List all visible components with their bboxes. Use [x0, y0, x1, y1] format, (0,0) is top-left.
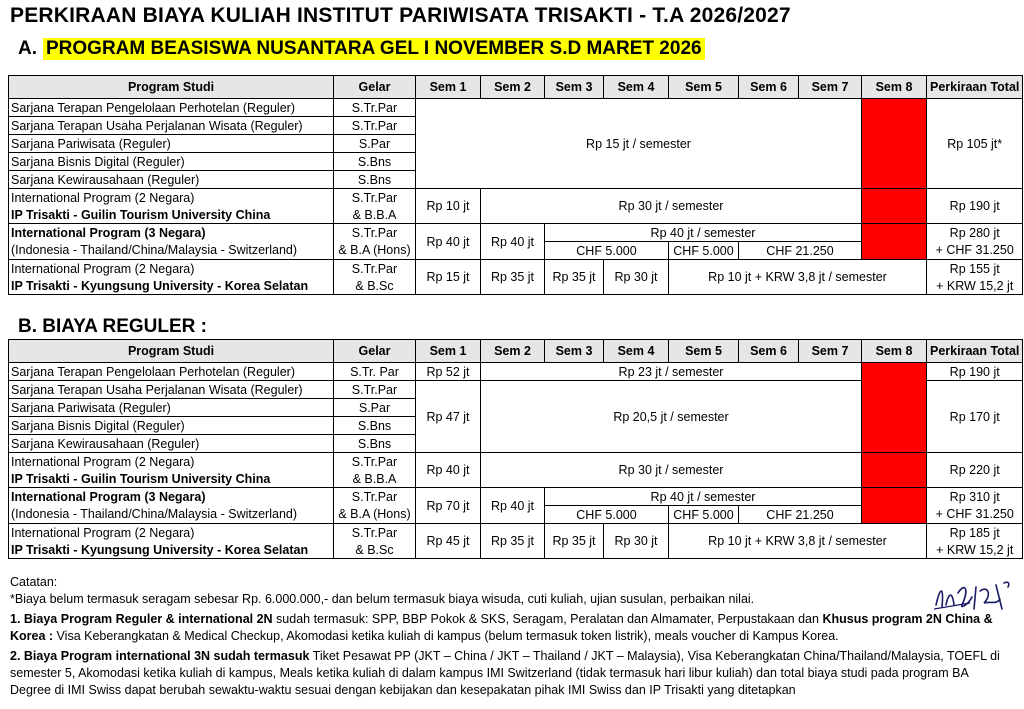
notes-star: *Biaya belum termasuk seragam sebesar Rp. 6.000.000,- dan belum termasuk biaya wisuda, cuti kuliah, ujian susulan, perbaikan nilai.	[10, 592, 755, 606]
table-a-header	[9, 76, 1023, 99]
note-1-heading: 1. Biaya Program Reguler & international 2N	[10, 612, 273, 626]
total: Rp 170 jt	[927, 381, 1023, 453]
chf-fee: CHF 21.250	[739, 506, 862, 524]
total: Rp 220 jt	[927, 453, 1023, 488]
col-sem1: Sem 1	[416, 340, 481, 363]
col-program: Program Studi	[9, 340, 334, 363]
section-b-heading: B. BIAYA REGULER :	[18, 316, 207, 337]
gelar: S.Par	[334, 135, 416, 153]
table-row	[9, 260, 1023, 278]
table-row	[9, 189, 1023, 207]
fee-span: Rp 40 jt / semester	[545, 488, 862, 506]
sem8-red-cell	[862, 453, 927, 488]
fee-span: Rp 10 jt + KRW 3,8 jt / semester	[669, 260, 927, 295]
col-sem3: Sem 3	[545, 76, 604, 99]
chf-fee: CHF 5.000	[545, 506, 669, 524]
gelar: S.Tr.Par	[334, 488, 416, 506]
table-row	[9, 224, 1023, 242]
total: Rp 185 jt	[927, 524, 1023, 542]
col-program: Program Studi	[9, 76, 334, 99]
note-1-text2: Visa Keberangkatan & Medical Checkup, Akomodasi ketika kuliah di kampus (belum termasuk token listrik), meals voucher di Kampus Korea.	[53, 629, 839, 643]
gelar: & B.Sc	[334, 541, 416, 559]
sem8-red-cell	[862, 224, 927, 260]
sem8-red-cell	[862, 488, 927, 524]
chf-fee: CHF 5.000	[545, 242, 669, 260]
sem2-fee: Rp 35 jt	[481, 260, 545, 295]
notes-label: Catatan:	[10, 575, 58, 589]
sem1-fee: Rp 15 jt	[416, 260, 481, 295]
col-gelar: Gelar	[334, 340, 416, 363]
sem4-fee: Rp 30 jt	[604, 260, 669, 295]
program-name: International Program (2 Negara)	[9, 260, 334, 278]
col-sem6: Sem 6	[739, 340, 799, 363]
gelar: S.Tr. Par	[334, 363, 416, 381]
program-name: International Program (3 Negara)	[9, 224, 334, 242]
program-partner: IP Trisakti - Guilin Tourism University China	[9, 206, 334, 224]
fee-span: Rp 40 jt / semester	[545, 224, 862, 242]
fee-span: Rp 30 jt / semester	[481, 189, 862, 224]
program-name: Sarjana Terapan Usaha Perjalanan Wisata (Reguler)	[9, 381, 334, 399]
col-sem5: Sem 5	[669, 76, 739, 99]
table-reguler	[8, 339, 1023, 559]
program-name: Sarjana Terapan Usaha Perjalanan Wisata (Reguler)	[9, 117, 334, 135]
table-b-header	[9, 340, 1023, 363]
gelar: S.Tr.Par	[334, 381, 416, 399]
fee-span: Rp 15 jt / semester	[416, 99, 862, 189]
table-row	[9, 453, 1023, 471]
gelar: & B.A (Hons)	[334, 242, 416, 260]
chf-fee: CHF 21.250	[739, 242, 862, 260]
col-sem2: Sem 2	[481, 340, 545, 363]
sem1-fee: Rp 70 jt	[416, 488, 481, 524]
program-name: Sarjana Terapan Pengelolaan Perhotelan (Reguler)	[9, 99, 334, 117]
program-partner: IP Trisakti - Kyungsung University - Korea Selatan	[9, 277, 334, 295]
fee-span: Rp 20,5 jt / semester	[481, 381, 862, 453]
gelar: S.Tr.Par	[334, 453, 416, 471]
program-name: International Program (2 Negara)	[9, 524, 334, 542]
gelar: S.Tr.Par	[334, 224, 416, 242]
program-name: Sarjana Terapan Pengelolaan Perhotelan (Reguler)	[9, 363, 334, 381]
program-name: Sarjana Kewirausahaan (Reguler)	[9, 435, 334, 453]
program-name: Sarjana Bisnis Digital (Reguler)	[9, 417, 334, 435]
fee-span: Rp 30 jt / semester	[481, 453, 862, 488]
program-partner: IP Trisakti - Guilin Tourism University China	[9, 470, 334, 488]
col-sem7: Sem 7	[799, 76, 862, 99]
gelar: S.Bns	[334, 417, 416, 435]
col-sem8: Sem 8	[862, 76, 927, 99]
notes	[10, 574, 1000, 699]
col-sem5: Sem 5	[669, 340, 739, 363]
gelar: & B.B.A	[334, 470, 416, 488]
col-sem4: Sem 4	[604, 76, 669, 99]
gelar: & B.B.A	[334, 206, 416, 224]
program-countries: (Indonesia - Thailand/China/Malaysia - Switzerland)	[9, 506, 334, 524]
section-a-prefix: A.	[18, 38, 37, 59]
total: + CHF 31.250	[927, 242, 1023, 260]
program-name: International Program (3 Negara)	[9, 488, 334, 506]
note-1	[10, 611, 1000, 645]
col-total: Perkiraan Total	[927, 76, 1023, 99]
section-a-heading	[18, 38, 705, 60]
total: Rp 190 jt	[927, 363, 1023, 381]
sem8-red-cell	[862, 189, 927, 224]
sem3-fee: Rp 35 jt	[545, 260, 604, 295]
total: Rp 190 jt	[927, 189, 1023, 224]
col-sem1: Sem 1	[416, 76, 481, 99]
note-1-heading2: Khusus program 2N China & Korea :	[10, 612, 993, 643]
table-row	[9, 363, 1023, 381]
total: + KRW 15,2 jt	[927, 541, 1023, 559]
gelar: & B.Sc	[334, 277, 416, 295]
program-name: Sarjana Pariwisata (Reguler)	[9, 135, 334, 153]
sem8-red-cell	[862, 99, 927, 189]
table-row	[9, 488, 1023, 506]
program-name: International Program (2 Negara)	[9, 453, 334, 471]
total: + KRW 15,2 jt	[927, 277, 1023, 295]
gelar: S.Tr.Par	[334, 117, 416, 135]
chf-fee: CHF 5.000	[669, 506, 739, 524]
sem1-fee: Rp 10 jt	[416, 189, 481, 224]
gelar: S.Tr.Par	[334, 524, 416, 542]
sem2-fee: Rp 40 jt	[481, 488, 545, 524]
note-2-text: Tiket Pesawat PP (JKT – China / JKT – Thailand / JKT – Malaysia), Visa Keberangkatan China/Thailand/Malaysia, TOEFL di semester 5, Akomodasi ketika kuliah di kampus, Meals ketika kuliah di dalam kampus IMI Switzerland (tidak termasuk hari libur kuliah) dan total biaya studi pada program BA Degree di IMI Swiss dapat berubah sewaktu-waktu sesuai dengan kebijakan dan kesepakatan pihak IMI Swiss dan IP Trisakti yang ditetapkan	[10, 649, 1000, 697]
gelar: S.Tr.Par	[334, 260, 416, 278]
sem1-fee: Rp 47 jt	[416, 381, 481, 453]
col-sem6: Sem 6	[739, 76, 799, 99]
gelar: S.Par	[334, 399, 416, 417]
total: Rp 105 jt*	[927, 99, 1023, 189]
table-beasiswa	[8, 75, 1023, 295]
sem3-fee: Rp 35 jt	[545, 524, 604, 559]
program-countries: (Indonesia - Thailand/China/Malaysia - Switzerland)	[9, 242, 334, 260]
gelar: & B.A (Hons)	[334, 506, 416, 524]
page-title: PERKIRAAN BIAYA KULIAH INSTITUT PARIWISATA TRISAKTI - T.A 2026/2027	[10, 4, 791, 27]
program-name: Sarjana Kewirausahaan (Reguler)	[9, 171, 334, 189]
total: Rp 155 jt	[927, 260, 1023, 278]
col-sem8: Sem 8	[862, 340, 927, 363]
col-gelar: Gelar	[334, 76, 416, 99]
note-2-heading: 2. Biaya Program international 3N sudah termasuk	[10, 649, 310, 663]
total: Rp 310 jt	[927, 488, 1023, 506]
section-a-title: PROGRAM BEASISWA NUSANTARA GEL I NOVEMBER S.D MARET 2026	[43, 38, 705, 60]
sem2-fee: Rp 40 jt	[481, 224, 545, 260]
table-row	[9, 99, 1023, 117]
col-sem3: Sem 3	[545, 340, 604, 363]
sem1-fee: Rp 40 jt	[416, 453, 481, 488]
sem4-fee: Rp 30 jt	[604, 524, 669, 559]
sem1-fee: Rp 52 jt	[416, 363, 481, 381]
gelar: S.Bns	[334, 153, 416, 171]
program-partner: IP Trisakti - Kyungsung University - Korea Selatan	[9, 541, 334, 559]
sem1-fee: Rp 45 jt	[416, 524, 481, 559]
fee-span: Rp 10 jt + KRW 3,8 jt / semester	[669, 524, 927, 559]
gelar: S.Bns	[334, 435, 416, 453]
col-sem2: Sem 2	[481, 76, 545, 99]
program-name: Sarjana Pariwisata (Reguler)	[9, 399, 334, 417]
col-sem4: Sem 4	[604, 340, 669, 363]
sem8-red-cell	[862, 363, 927, 453]
note-2	[10, 648, 1000, 699]
gelar: S.Bns	[334, 171, 416, 189]
note-1-text: sudah termasuk: SPP, BBP Pokok & SKS, Seragam, Peralatan dan Almamater, Perpustakaan dan	[272, 612, 823, 626]
gelar: S.Tr.Par	[334, 99, 416, 117]
col-sem7: Sem 7	[799, 340, 862, 363]
chf-fee: CHF 5.000	[669, 242, 739, 260]
gelar: S.Tr.Par	[334, 189, 416, 207]
total: + CHF 31.250	[927, 506, 1023, 524]
table-row	[9, 524, 1023, 542]
program-name: International Program (2 Negara)	[9, 189, 334, 207]
program-name: Sarjana Bisnis Digital (Reguler)	[9, 153, 334, 171]
sem2-fee: Rp 35 jt	[481, 524, 545, 559]
signature-icon	[930, 575, 1015, 617]
fee-span: Rp 23 jt / semester	[481, 363, 862, 381]
total: Rp 280 jt	[927, 224, 1023, 242]
sem1-fee: Rp 40 jt	[416, 224, 481, 260]
col-total: Perkiraan Total	[927, 340, 1023, 363]
